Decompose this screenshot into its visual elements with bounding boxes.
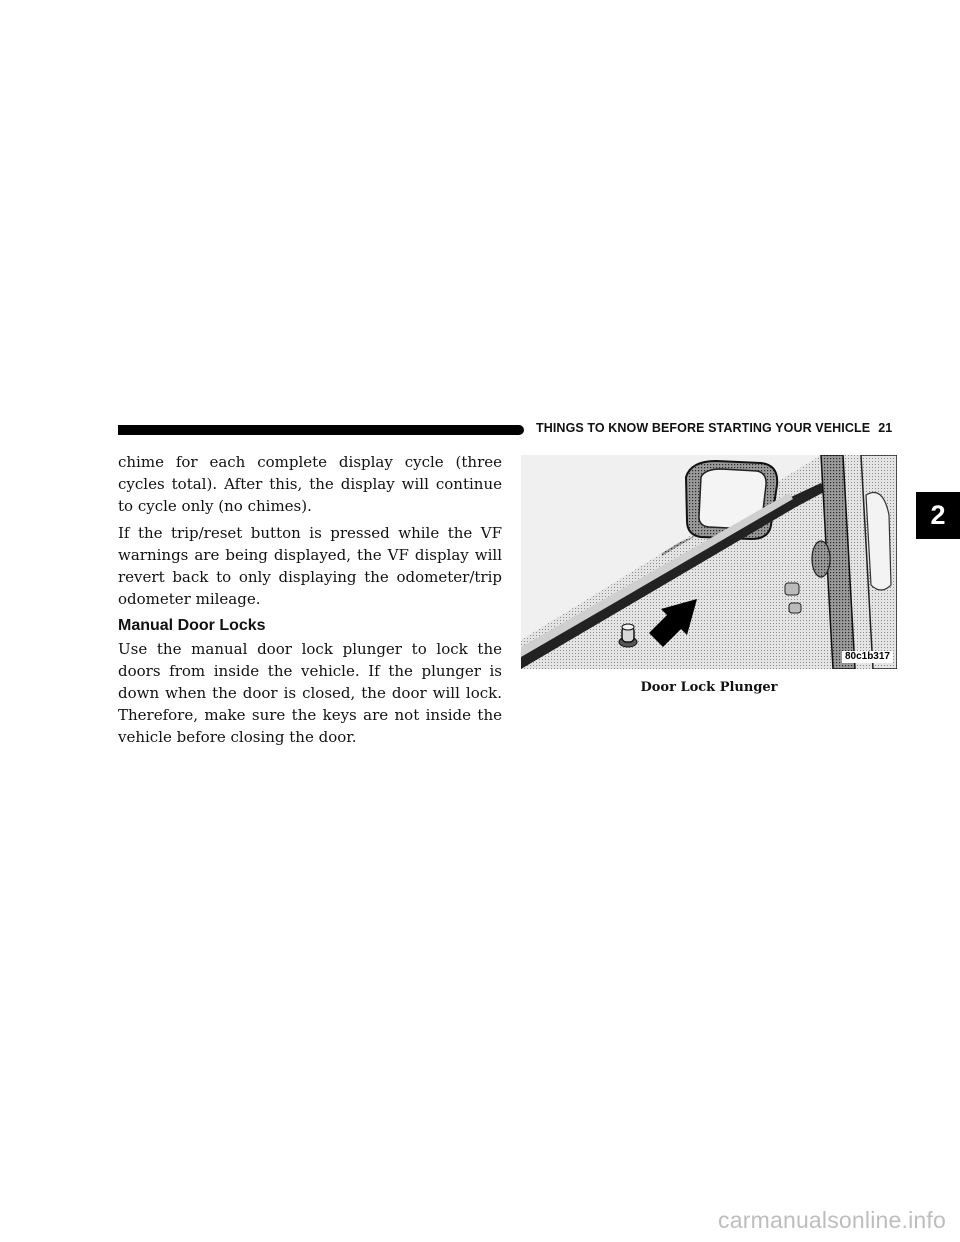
figure-code: 80c1b317: [842, 651, 893, 663]
page-number: 21: [878, 421, 893, 435]
door-handle: [812, 541, 830, 577]
door-lock-plunger-illustration: [521, 455, 897, 669]
door-illustration-svg: [521, 455, 897, 669]
window-switch: [789, 603, 801, 613]
paragraph-display-cycle: chime for each complete display cycle (three cycles total). After this, the display will continue to cycle only (no chimes).: [118, 453, 502, 515]
figure-caption: Door Lock Plunger: [640, 680, 778, 695]
section-title: THINGS TO KNOW BEFORE STARTING YOUR VEHICLE: [536, 421, 871, 435]
body-column: [118, 451, 502, 753]
paragraph-trip-reset: If the trip/reset button is pressed while the VF warnings are being displayed, the VF display will revert back to only displaying the odometer/trip odometer mileage.: [118, 524, 502, 608]
heading-manual-door-locks: Manual Door Locks: [118, 617, 266, 634]
chapter-tab: 2: [916, 492, 960, 539]
paragraph-door-lock-plunger: Use the manual door lock plunger to lock the doors from inside the vehicle. If the plunger is down when the door is closed, the door will lock. Therefore, make sure the keys are not inside the vehicle before closing the door.: [118, 640, 502, 746]
section-header: [536, 421, 916, 435]
watermark: carmanualsonline.info: [718, 1207, 946, 1233]
header-rule: [118, 425, 524, 435]
